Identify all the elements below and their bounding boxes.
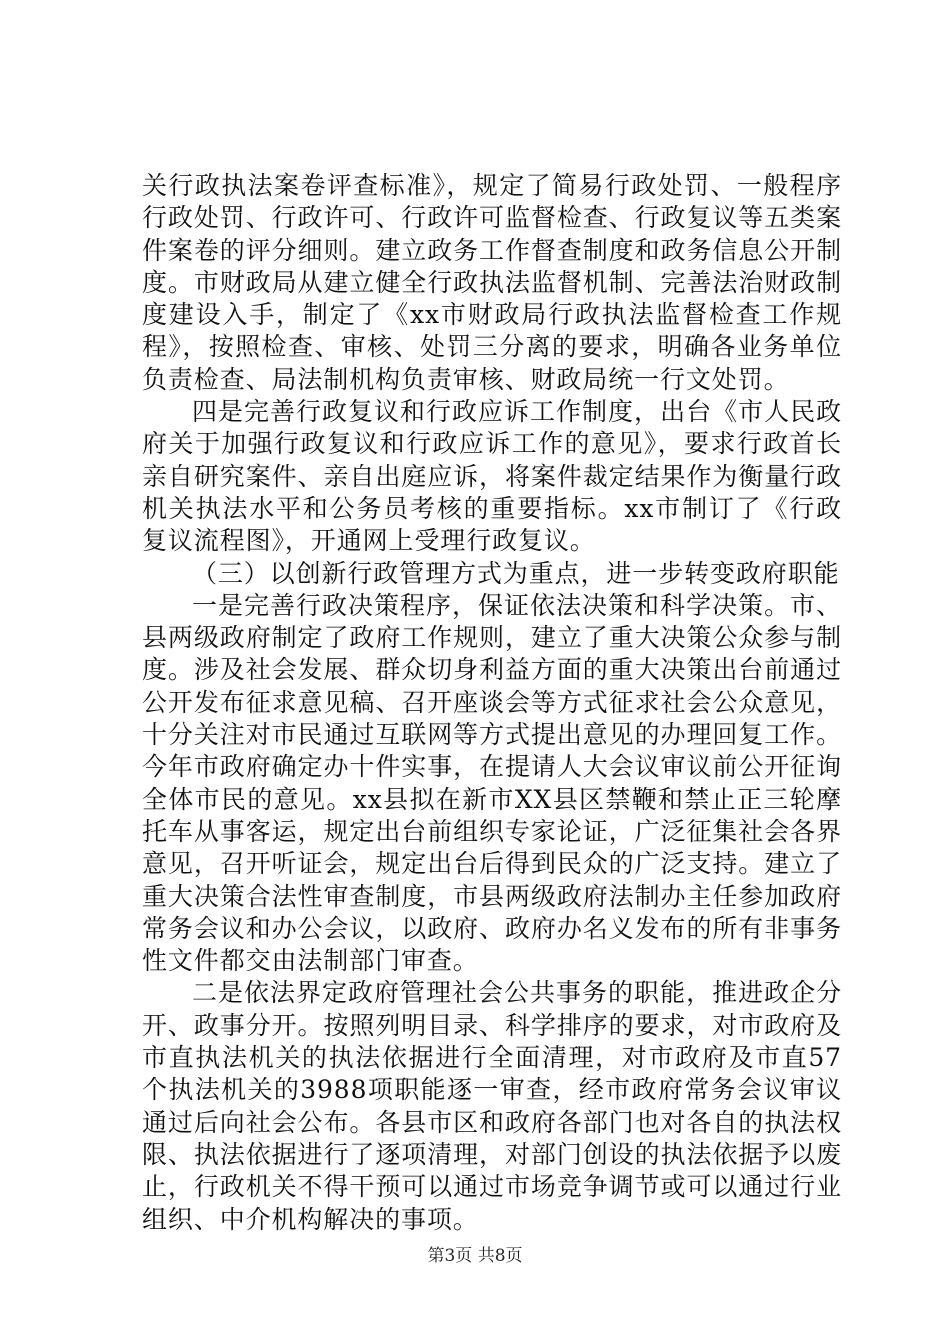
section-heading-three: （三）以创新行政管理方式为重点，进一步转变政府职能 bbox=[192, 558, 840, 588]
document-body bbox=[142, 170, 842, 1236]
paragraph-item-four: 四是完善行政复议和行政应诉工作制度，出台《市人民政府关于加强行政复议和行政应诉工作的意见》，要求行政首长亲自研究案件、亲自出庭应诉，将案件裁定结果作为衡量行政机关执法水平和公务员考核的重要指标。xx市制订了《行政复议流程图》，开通网上受理行政复议。 bbox=[142, 397, 842, 556]
paragraph-item-two: 二是依法界定政府管理社会公共事务的职能，推进政企分开、政事分开。按照列明目录、科学排序的要求，对市政府及市直执法机关的执法依据进行全面清理，对市政府及市直57个执法机关的3988项职能逐一审查，经市政府常务会议审议通过后向社会公布。各县市区和政府各部门也对各自的执法权限、执法依据进行了逐项清理，对部门创设的执法依据予以废止，行政机关不得干预可以通过市场竞争调节或可以通过行业组织、中介机构解决的事项。 bbox=[142, 978, 842, 1234]
paragraph-item-one: 一是完善行政决策程序，保证依法决策和科学决策。市、县两级政府制定了政府工作规则，建立了重大决策公众参与制度。涉及社会发展、群众切身利益方面的重大决策出台前通过公开发布征求意见稿、召开座谈会等方式征求社会公众意见，十分关注对市民通过互联网等方式提出意见的办理回复工作。今年市政府确定办十件实事，在提请人大会议审议前公开征询全体市民的意见。xx县拟在新市XX县区禁鞭和禁止正三轮摩托车从事客运，规定出台前组织专家论证，广泛征集社会各界意见，召开听证会，规定出台后得到民众的广泛支持。建立了重大决策合法性审查制度，市县两级政府法制办主任参加政府常务会议和办公会议，以政府、政府办名义发布的所有非事务性文件都交由法制部门审查。 bbox=[142, 590, 842, 976]
paragraph-continued: 关行政执法案卷评查标准》，规定了简易行政处罚、一般程序行政处罚、行政许可、行政许可监督检查、行政复议等五类案件案卷的评分细则。建立政务工作督查制度和政务信息公开制度。市财政局从建立健全行政执法监督机制、完善法治财政制度建设入手，制定了《xx市财政局行政执法监督检查工作规程》，按照检查、审核、处罚三分离的要求，明确各业务单位负责检查、局法制机构负责审核、财政局统一行文处罚。 bbox=[142, 171, 842, 394]
page-number-footer: 第3页 共8页 bbox=[427, 1246, 523, 1266]
